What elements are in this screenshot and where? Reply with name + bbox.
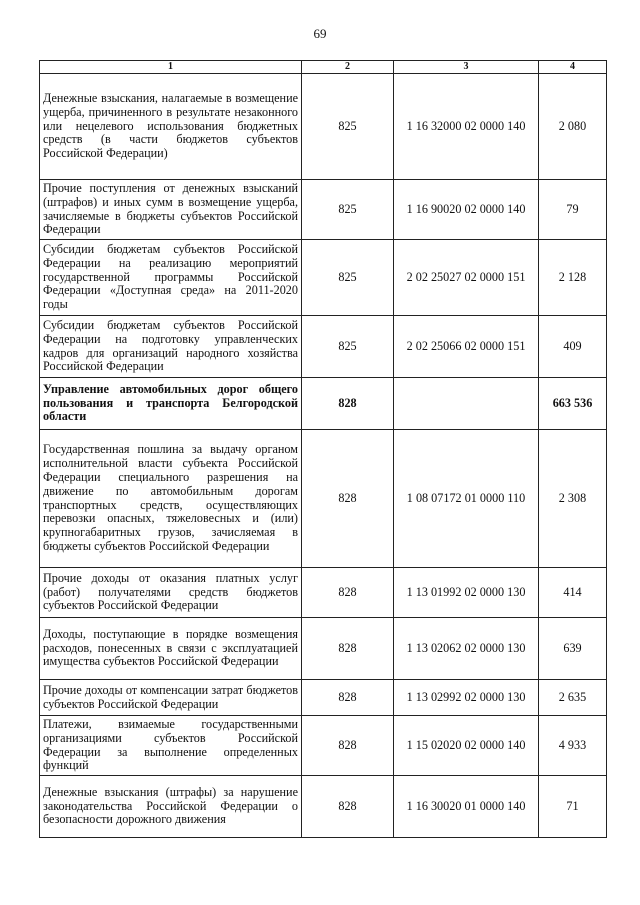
section-heading-admin-code: 828 <box>302 378 394 430</box>
row-description: Субсидии бюджетам субъектов Российской Федерации на реализацию мероприятий государственной программы Российской Федерации «Доступная среда» на 2011-2020 годы <box>40 240 302 316</box>
row-admin-code: 828 <box>302 680 394 716</box>
row-description: Денежные взыскания (штрафы) за нарушение законодательства Российской Федерации о безопасности дорожного движения <box>40 776 302 838</box>
row-description: Субсидии бюджетам субъектов Российской Федерации на подготовку управленческих кадров для организаций народного хозяйства Российской Федерации <box>40 316 302 378</box>
table-row <box>40 568 607 618</box>
table-row <box>40 316 607 378</box>
column-number-header-row <box>40 61 607 74</box>
table-row <box>40 776 607 838</box>
row-admin-code: 825 <box>302 240 394 316</box>
row-amount: 409 <box>539 316 607 378</box>
table-row <box>40 430 607 568</box>
row-kbk-code: 1 08 07172 01 0000 110 <box>394 430 539 568</box>
table-row <box>40 74 607 180</box>
row-kbk-code: 1 15 02020 02 0000 140 <box>394 716 539 776</box>
row-description: Прочие поступления от денежных взысканий (штрафов) и иных сумм в возмещение ущерба, зачисляемые в бюджеты субъектов Российской Федерации <box>40 180 302 240</box>
row-description: Прочие доходы от оказания платных услуг (работ) получателями средств бюджетов субъектов Российской Федерации <box>40 568 302 618</box>
budget-revenue-table <box>39 60 607 838</box>
row-admin-code: 828 <box>302 568 394 618</box>
row-description: Государственная пошлина за выдачу органом исполнительной власти субъекта Российской Федерации специального разрешения на движение по автомобильным дорогам транспортных средств, осуществляющих перевозки опасных, тяжеловесных и (или) крупногабаритных грузов, зачисляемая в бюджеты субъектов Российской Федерации <box>40 430 302 568</box>
section-heading-kbk-code <box>394 378 539 430</box>
page-number: 69 <box>313 26 327 41</box>
row-amount: 2 128 <box>539 240 607 316</box>
row-amount: 414 <box>539 568 607 618</box>
table-row <box>40 180 607 240</box>
row-admin-code: 828 <box>302 776 394 838</box>
column-header-kbk: 3 <box>394 61 539 74</box>
row-admin-code: 828 <box>302 716 394 776</box>
row-amount: 71 <box>539 776 607 838</box>
row-kbk-code: 1 13 02062 02 0000 130 <box>394 618 539 680</box>
row-kbk-code: 2 02 25066 02 0000 151 <box>394 316 539 378</box>
row-admin-code: 825 <box>302 180 394 240</box>
row-kbk-code: 1 16 32000 02 0000 140 <box>394 74 539 180</box>
table-row <box>40 240 607 316</box>
table-body <box>40 74 607 838</box>
table-row <box>40 680 607 716</box>
row-admin-code: 825 <box>302 316 394 378</box>
row-amount: 2 080 <box>539 74 607 180</box>
row-amount: 2 308 <box>539 430 607 568</box>
column-header-amount: 4 <box>539 61 607 74</box>
row-amount: 79 <box>539 180 607 240</box>
row-kbk-code: 1 13 02992 02 0000 130 <box>394 680 539 716</box>
row-kbk-code: 1 13 01992 02 0000 130 <box>394 568 539 618</box>
table-row-section-heading <box>40 378 607 430</box>
row-kbk-code: 1 16 30020 01 0000 140 <box>394 776 539 838</box>
row-description: Денежные взыскания, налагаемые в возмещение ущерба, причиненного в результате незаконного или нецелевого использования бюджетных средств (в части бюджетов субъектов Российской Федерации) <box>40 74 302 180</box>
table-row <box>40 618 607 680</box>
column-header-admin-code: 2 <box>302 61 394 74</box>
row-admin-code: 825 <box>302 74 394 180</box>
row-amount: 4 933 <box>539 716 607 776</box>
row-admin-code: 828 <box>302 430 394 568</box>
row-kbk-code: 1 16 90020 02 0000 140 <box>394 180 539 240</box>
row-admin-code: 828 <box>302 618 394 680</box>
row-amount: 639 <box>539 618 607 680</box>
row-description: Платежи, взимаемые государственными организациями субъектов Российской Федерации за выполнение определенных функций <box>40 716 302 776</box>
table-row <box>40 716 607 776</box>
row-description: Прочие доходы от компенсации затрат бюджетов субъектов Российской Федерации <box>40 680 302 716</box>
row-description: Доходы, поступающие в порядке возмещения расходов, понесенных в связи с эксплуатацией имущества субъектов Российской Федерации <box>40 618 302 680</box>
column-header-description: 1 <box>40 61 302 74</box>
section-heading-amount: 663 536 <box>539 378 607 430</box>
section-heading-description: Управление автомобильных дорог общего пользования и транспорта Белгородской области <box>40 378 302 430</box>
row-kbk-code: 2 02 25027 02 0000 151 <box>394 240 539 316</box>
row-amount: 2 635 <box>539 680 607 716</box>
